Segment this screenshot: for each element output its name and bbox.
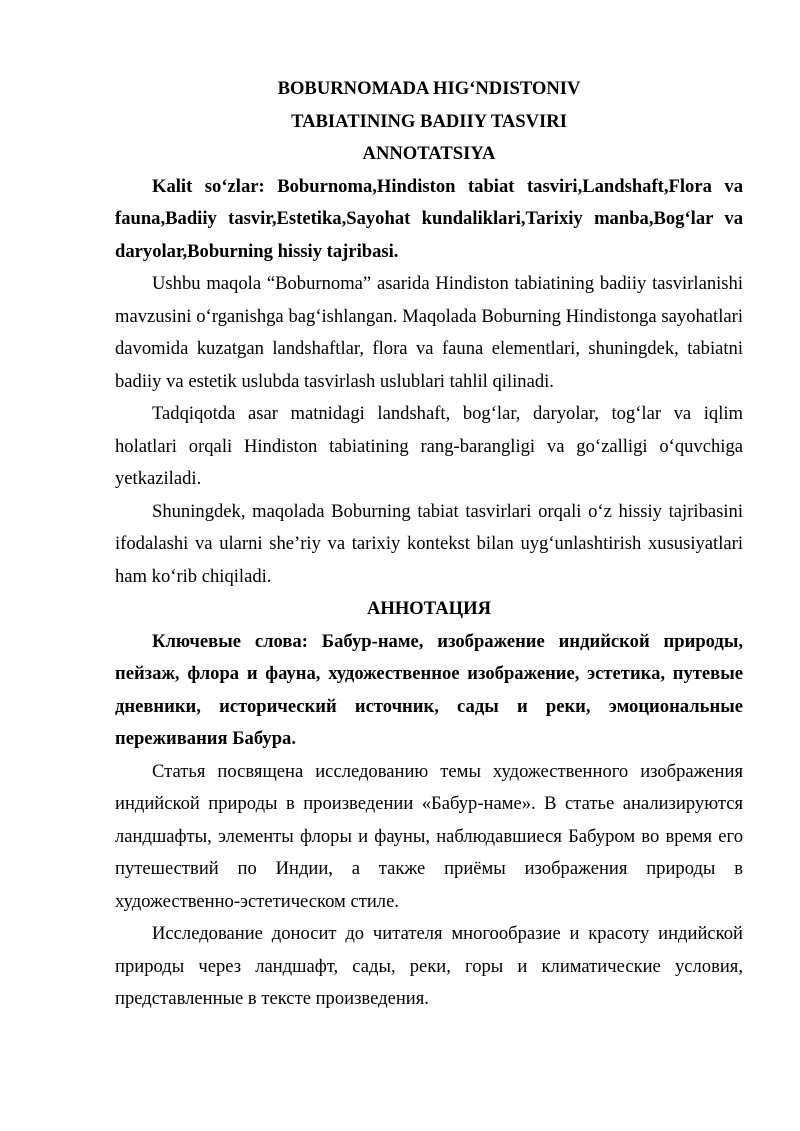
annotation-uz-heading: ANNOTATSIYA	[362, 143, 496, 164]
uz-paragraph-2: Tadqiqotda asar matnidagi landshaft, bog‘lar, daryolar, tog‘lar va iqlim holatlari orqali Hindiston tabiatining rang-barangligi va go‘zalligi o‘quvchiga yetkaziladi.	[115, 403, 743, 489]
annotation-ru-heading: АННОТАЦИЯ	[366, 598, 492, 619]
uz-paragraph-1: Ushbu maqola “Boburnoma” asarida Hindiston tabiatining badiiy tasvirlanishi mavzusini o‘rganishga bag‘ishlangan. Maqolada Boburning Hindistonga sayohatlari davomida kuzatgan landshaftlar, flora va fauna elementlari, shuningdek, tabiatni badiiy va estetik uslubda tasvirlash uslublari tahlil qilinadi.	[115, 273, 743, 392]
ru-paragraph-2: Исследование доносит до читателя многообразие и красоту индийской природы через ландшафт, сады, реки, горы и климатические условия, представленные в тексте произведения.	[115, 923, 743, 1009]
article-title-line2: TABIATINING BADIIY TASVIRI	[291, 110, 567, 132]
article-title-line1: BOBURNOMADA HIG‘NDISTONIV	[277, 78, 581, 99]
ru-paragraph-1: Статья посвящена исследованию темы художественного изображения индийской природы в произведении «Бабур-наме». В статье анализируются ландшафты, элементы флоры и фауны, наблюдавшиеся Бабуром во время его путешествий по Индии, а также приёмы изображения природы в художественно-эстетическом стиле.	[115, 760, 743, 912]
keywords-uz-paragraph: Kalit so‘zlar: Boburnoma,Hindiston tabiat tasviri,Landshaft,Flora va fauna,Badiiy tasvir,Estetika,Sayohat kundaliklari,Tarixiy manba,Bog‘lar va daryolar,Boburning hissiy tajribasi.	[115, 175, 743, 262]
keywords-ru-paragraph: Ключевые слова: Бабур-наме, изображение индийской природы, пейзаж, флора и фауна, художественное изображение, эстетика, путевые дневники, исторический источник, сады и реки, эмоциональные переживания Бабура.	[115, 630, 743, 749]
uz-paragraph-3: Shuningdek, maqolada Boburning tabiat tasvirlari orqali o‘z hissiy tajribasini ifodalashi va ularni she’riy va tarixiy kontekst bilan uyg‘unlashtirish xususiyatlari ham ko‘rib chiqiladi.	[115, 500, 743, 587]
